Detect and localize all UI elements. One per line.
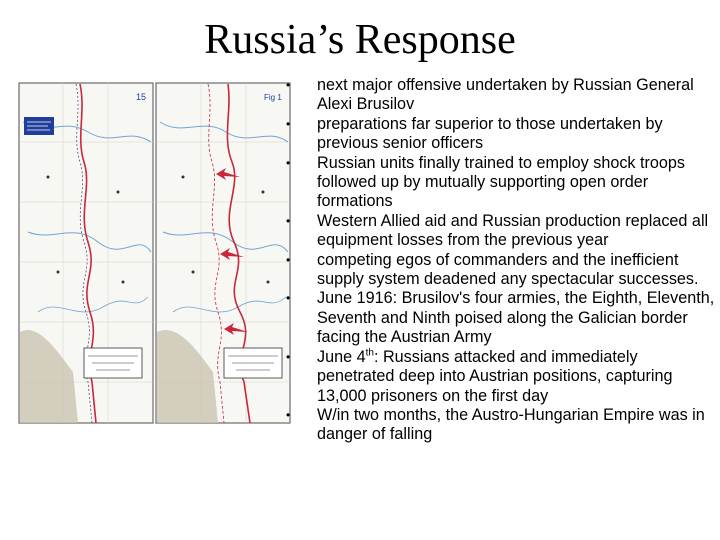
bullet-item: • Western Allied aid and Russian production replaced all equipment losses from the previous year: [286, 211, 709, 250]
brusilov-offensive-maps: [18, 82, 292, 424]
bullet-item: • June 1916: Brusilov's four armies, the Eighth, Eleventh, Seventh and Ninth poised along the Galician border facing the Austrian Army: [286, 289, 715, 347]
right-map-label: Fig 1: [264, 93, 282, 102]
bullet-item: • W/in two months, the Austro-Hungarian Empire was in danger of falling: [286, 405, 705, 444]
bullet-dot-icon: •: [286, 116, 291, 131]
bullet-dot-icon: •: [286, 291, 291, 306]
slide-title: Russia’s Response: [204, 17, 516, 63]
bullet-dot-icon: •: [286, 78, 291, 92]
bullet-dot-icon: •: [286, 155, 291, 170]
bullet-item: • preparations far superior to those undertaken by previous senior officers: [286, 114, 663, 153]
left-map-label: 15: [136, 92, 147, 102]
bullet-dot-icon: •: [286, 213, 291, 228]
bullet-list: [282, 76, 716, 445]
right-map-panel: [156, 83, 290, 423]
bullet-item: • June 4th: Russians attacked and immediately penetrated deep into Austrian positions, capturing 13,000 prisoners on the first day: [286, 347, 673, 405]
bullet-item: • next major offensive undertaken by Russian General Alexi Brusilov: [286, 76, 694, 114]
bullet-item: • Russian units finally trained to employ shock troops followed up by mutually supporting open order formations: [286, 153, 685, 211]
left-map-panel: [19, 83, 153, 423]
bullet-dot-icon: •: [286, 407, 291, 422]
bullet-dot-icon: •: [286, 252, 291, 267]
bullet-dot-icon: •: [286, 349, 291, 364]
bullet-item: • competing egos of commanders and the inefficient supply system deadened any spectacular successes.: [286, 250, 699, 289]
